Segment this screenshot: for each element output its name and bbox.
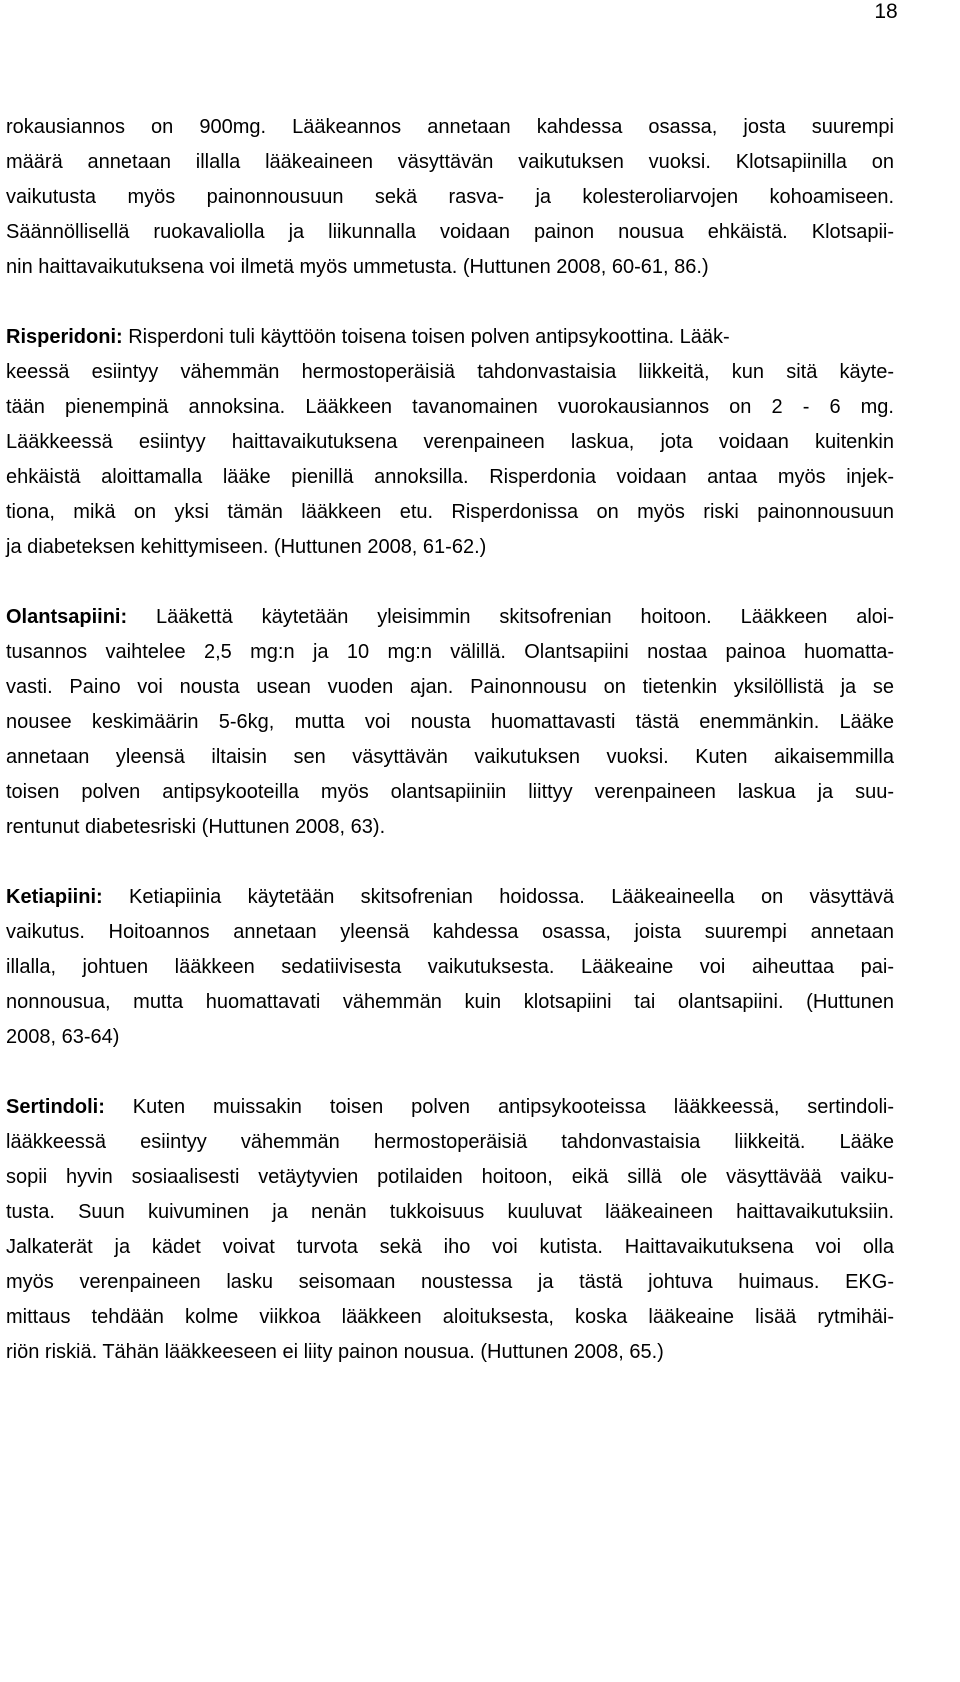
text-line: nousee keskimäärin 5-6kg, mutta voi nousta huomattavasti tästä enemmänkin. Lääke <box>6 711 894 733</box>
drug-heading: Sertindoli: <box>6 1096 105 1118</box>
text-line: vasti. Paino voi nousta usean vuoden ajan. Painonnousu on tietenkin yksilöllistä ja se <box>6 676 894 698</box>
text-line <box>6 885 894 909</box>
text-line: tusannos vaihtelee 2,5 mg:n ja 10 mg:n välillä. Olantsapiini nostaa painoa huomatta- <box>6 641 894 663</box>
text-line: Lääkkeessä esiintyy haittavaikutuksena verenpaineen laskua, jota voidaan kuitenkin <box>6 431 894 453</box>
text-line: tään pienempinä annoksina. Lääkkeen tavanomainen vuorokausiannos on 2 - 6 mg. <box>6 396 894 418</box>
text-line: myös verenpaineen lasku seisomaan noustessa ja tästä johtuva huimaus. EKG- <box>6 1271 894 1293</box>
text-line: rentunut diabetesriski (Huttunen 2008, 63). <box>6 816 386 838</box>
text-line: annetaan yleensä iltaisin sen väsyttävän vaikutuksen vuoksi. Kuten aikaisemmilla <box>6 746 894 768</box>
text-line: toisen polven antipsykooteilla myös olantsapiiniin liittyy verenpaineen laskua ja suu- <box>6 781 894 803</box>
text-line: ja diabeteksen kehittymiseen. (Huttunen 2008, 61-62.) <box>6 536 487 558</box>
drug-heading: Olantsapiini: <box>6 606 128 628</box>
text-line: sopii hyvin sosiaalisesti vetäytyvien potilaiden hoitoon, eikä sillä ole väsyttävää vaiku- <box>6 1166 894 1188</box>
drug-heading: Risperidoni: <box>6 326 123 348</box>
text-line: tiona, mikä on yksi tämän lääkkeen etu. Risperdonissa on myös riski painonnousuun <box>6 501 894 523</box>
text-line: riön riskiä. Tähän lääkkeeseen ei liity painon nousua. (Huttunen 2008, 65.) <box>6 1341 664 1363</box>
text-line: rokausiannos on 900mg. Lääkeannos annetaan kahdessa osassa, josta suurempi <box>6 116 894 138</box>
text-line: keessä esiintyy vähemmän hermostoperäisiä tahdonvastaisia liikkeitä, kun sitä käyte- <box>6 361 894 383</box>
text-line: lääkkeessä esiintyy vähemmän hermostoperäisiä tahdonvastaisia liikkeitä. Lääke <box>6 1131 894 1153</box>
text-line: Säännöllisellä ruokavaliolla ja liikunnalla voidaan painon nousua ehkäistä. Klotsapii- <box>6 221 894 243</box>
text-line: Jalkaterät ja kädet voivat turvota sekä iho voi kutista. Haittavaikutuksena voi olla <box>6 1236 894 1258</box>
text-line: vaikutus. Hoitoannos annetaan yleensä kahdessa osassa, joista suurempi annetaan <box>6 921 894 943</box>
text-segment: Kuten muissakin toisen polven antipsykooteissa lääkkeessä, sertindoli- <box>104 1096 894 1118</box>
page-number: 18 <box>874 0 898 23</box>
drug-heading: Ketiapiini: <box>6 886 103 908</box>
text-segment: Risperdoni tuli käyttöön toisena toisen polven antipsykoottina. Lääk- <box>122 326 730 348</box>
text-line: vaikutusta myös painonnousuun sekä rasva- ja kolesteroliarvojen kohoamiseen. <box>6 186 894 208</box>
text-line: määrä annetaan illalla lääkeaineen väsyttävän vaikutuksen vuoksi. Klotsapiinilla on <box>6 151 894 173</box>
text-line <box>6 605 894 629</box>
text-segment: Ketiapiinia käytetään skitsofrenian hoidossa. Lääkeaineella on väsyttävä <box>102 886 894 908</box>
text-line: mittaus tehdään kolme viikkoa lääkkeen aloituksesta, koska lääkeaine lisää rytmihäi- <box>6 1306 894 1328</box>
text-line: tusta. Suun kuivuminen ja nenän tukkoisuus kuuluvat lääkeaineen haittavaikutuksiin. <box>6 1201 894 1223</box>
text-line: ehkäistä aloittamalla lääke pienillä annoksilla. Risperdonia voidaan antaa myös injek- <box>6 466 894 488</box>
text-line <box>6 1095 894 1119</box>
text-line: 2008, 63-64) <box>6 1026 120 1048</box>
text-segment: Lääkettä käytetään yleisimmin skitsofrenian hoitoon. Lääkkeen aloi- <box>127 606 894 628</box>
text-line <box>6 325 894 349</box>
text-line: nonnousua, mutta huomattavati vähemmän kuin klotsapiini tai olantsapiini. (Huttunen <box>6 991 894 1013</box>
text-line: illalla, johtuen lääkkeen sedatiivisesta vaikutuksesta. Lääkeaine voi aiheuttaa pai- <box>6 956 894 978</box>
text-line: nin haittavaikutuksena voi ilmetä myös ummetusta. (Huttunen 2008, 60-61, 86.) <box>6 256 709 278</box>
